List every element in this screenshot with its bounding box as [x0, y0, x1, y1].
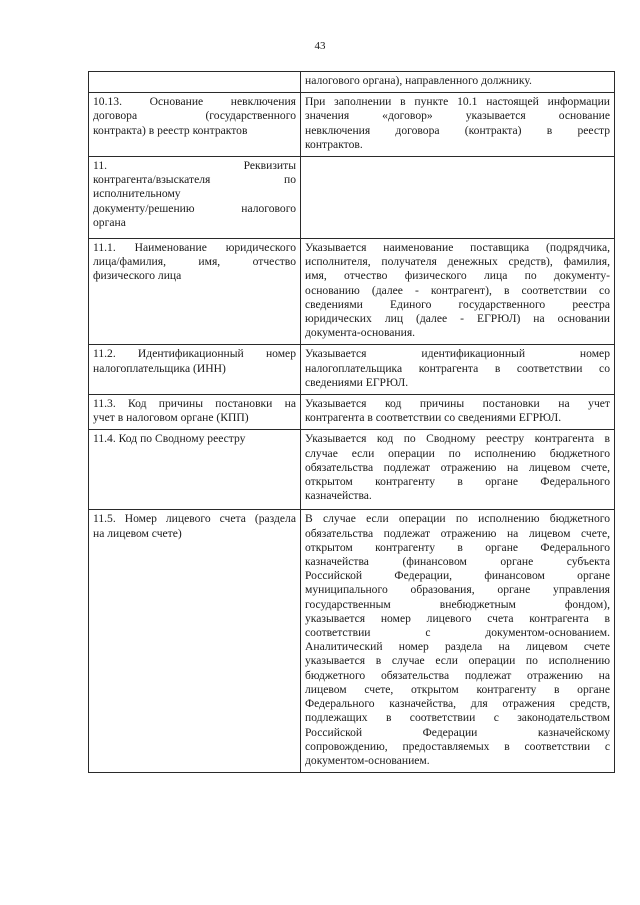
field-description-cell [301, 239, 615, 345]
field-description-line: контрактов. [305, 137, 363, 151]
table-row [89, 395, 615, 430]
field-name-line: 11.2. Идентификационный номер [93, 347, 296, 361]
field-description-line: подлежащих в соответствии с законодательством [305, 711, 610, 725]
field-description-line: документа-основания. [305, 326, 416, 340]
field-description-line: Указывается код причины постановки на учет [305, 397, 610, 411]
field-description-line: В случае если операции по исполнению бюджетного [305, 512, 610, 526]
field-description-line: соответствии с документом-основанием. [305, 626, 610, 640]
field-description-line: исполнителя, получателя денежных средств), фамилия, [305, 255, 610, 269]
page-number: 43 [314, 40, 326, 52]
table-row [89, 239, 615, 345]
field-description-cell [301, 430, 615, 510]
field-description-cell [301, 510, 615, 773]
field-name-line: документу/решению налогового [93, 201, 296, 215]
table-row [89, 157, 615, 239]
field-description-line: имя, отчество физического лица по документу- [305, 269, 610, 283]
document-table [88, 71, 615, 773]
field-description-line: сведениями ЕГРЮЛ. [305, 375, 409, 389]
field-name-line: 11. Реквизиты [93, 159, 296, 173]
field-description-line: казначейства (финансовом органе субъекта [305, 555, 610, 569]
field-description-line: налогоплательщика контрагента в соответствии со [305, 361, 610, 375]
field-description-line: Указывается код по Сводному реестру контрагента в [305, 432, 610, 446]
field-description-cell [301, 93, 615, 157]
field-description-cell [301, 72, 615, 93]
table-row [89, 93, 615, 157]
field-name-line: налогоплательщика (ИНН) [93, 361, 226, 375]
field-description-line: документом-основанием. [305, 753, 430, 767]
field-name-line: 10.13. Основание невключения [93, 95, 296, 109]
field-name-cell [89, 239, 301, 345]
field-name-line: 11.1. Наименование юридического [93, 241, 296, 255]
field-description-line: указывается в случае если операции по исполнению [305, 654, 610, 668]
field-name-line: контрагента/взыскателя по [93, 173, 296, 187]
field-description-line: юридических лиц (далее - ЕГРЮЛ) на основании [305, 312, 610, 326]
field-description-line: Российской Федерации, финансовом органе [305, 569, 610, 583]
field-description-line: муниципального образования, органе управления [305, 583, 610, 597]
field-description-line: Российской Федерации казначейскому [305, 725, 610, 739]
field-name-line: 11.4. Код по Сводному реестру [93, 432, 246, 446]
table-row [89, 510, 615, 773]
field-name-cell [89, 72, 301, 93]
field-description-line: Указывается наименование поставщика (подрядчика, [305, 241, 610, 255]
field-description-line: лицевом счете, открытом контрагенту в органе [305, 682, 610, 696]
field-name-line: 11.3. Код причины постановки на [93, 397, 296, 411]
field-description-line: Аналитический номер раздела на лицевом счете [305, 640, 610, 654]
field-description-line: сведениями Единого государственного реестра [305, 297, 610, 311]
field-description-cell [301, 395, 615, 430]
field-name-cell [89, 157, 301, 239]
field-description-line: обязательства подлежат отражению на лицевом счете, [305, 526, 610, 540]
field-description-cell [301, 345, 615, 395]
field-description-line: Указывается идентификационный номер [305, 347, 610, 361]
table-row [89, 430, 615, 510]
field-description-line: открытом контрагенту в органе Федерального [305, 540, 610, 554]
field-description-line: налогового органа), направленного должнику. [305, 74, 532, 87]
field-name-cell [89, 510, 301, 773]
field-description-line: государственным внебюджетным фондом), [305, 597, 610, 611]
field-name-line: органа [93, 215, 126, 229]
field-name-line: на лицевом счете) [93, 526, 182, 540]
field-description-line: казначейства. [305, 489, 372, 503]
field-description-line: невключения договора (контракта) в реестр [305, 123, 610, 137]
field-description-line: сопровождению, предоставляемых в соответствии с [305, 739, 610, 753]
field-description-cell [301, 157, 615, 239]
field-name-line: учет в налоговом органе (КПП) [93, 411, 249, 425]
table-row [89, 345, 615, 395]
table-row [89, 72, 615, 93]
field-description-line: указывается номер лицевого счета контрагента в [305, 611, 610, 625]
field-description-line: значения «договор» указывается основание [305, 109, 610, 123]
field-name-line: контракта) в реестр контрактов [93, 123, 248, 137]
field-description-line: открытом контрагенту в органе Федерального [305, 475, 610, 489]
field-name-cell [89, 430, 301, 510]
field-name-cell [89, 93, 301, 157]
field-description-line: обязательства подлежат отражению на лицевом счете, [305, 460, 610, 474]
field-name-line: исполнительному [93, 187, 181, 201]
field-name-line: 11.5. Номер лицевого счета (раздела [93, 512, 296, 526]
field-name-line: договора (государственного [93, 109, 296, 123]
field-name-line: лица/фамилия, имя, отчество [93, 255, 296, 269]
field-name-cell [89, 395, 301, 430]
field-description-line: Федерального казначейства, для отражения средств, [305, 697, 610, 711]
field-name-cell [89, 345, 301, 395]
field-name-line: физического лица [93, 269, 182, 283]
field-description-line: При заполнении в пункте 10.1 настоящей информации [305, 95, 610, 109]
field-description-line: бюджетного обязательства подлежат отражению на [305, 668, 610, 682]
field-description-line: случае если операции по исполнению бюджетного [305, 446, 610, 460]
field-description-line: основанию (далее - контрагент), в соответствии со [305, 283, 610, 297]
field-description-line: контрагента в соответствии со сведениями ЕГРЮЛ. [305, 411, 562, 425]
